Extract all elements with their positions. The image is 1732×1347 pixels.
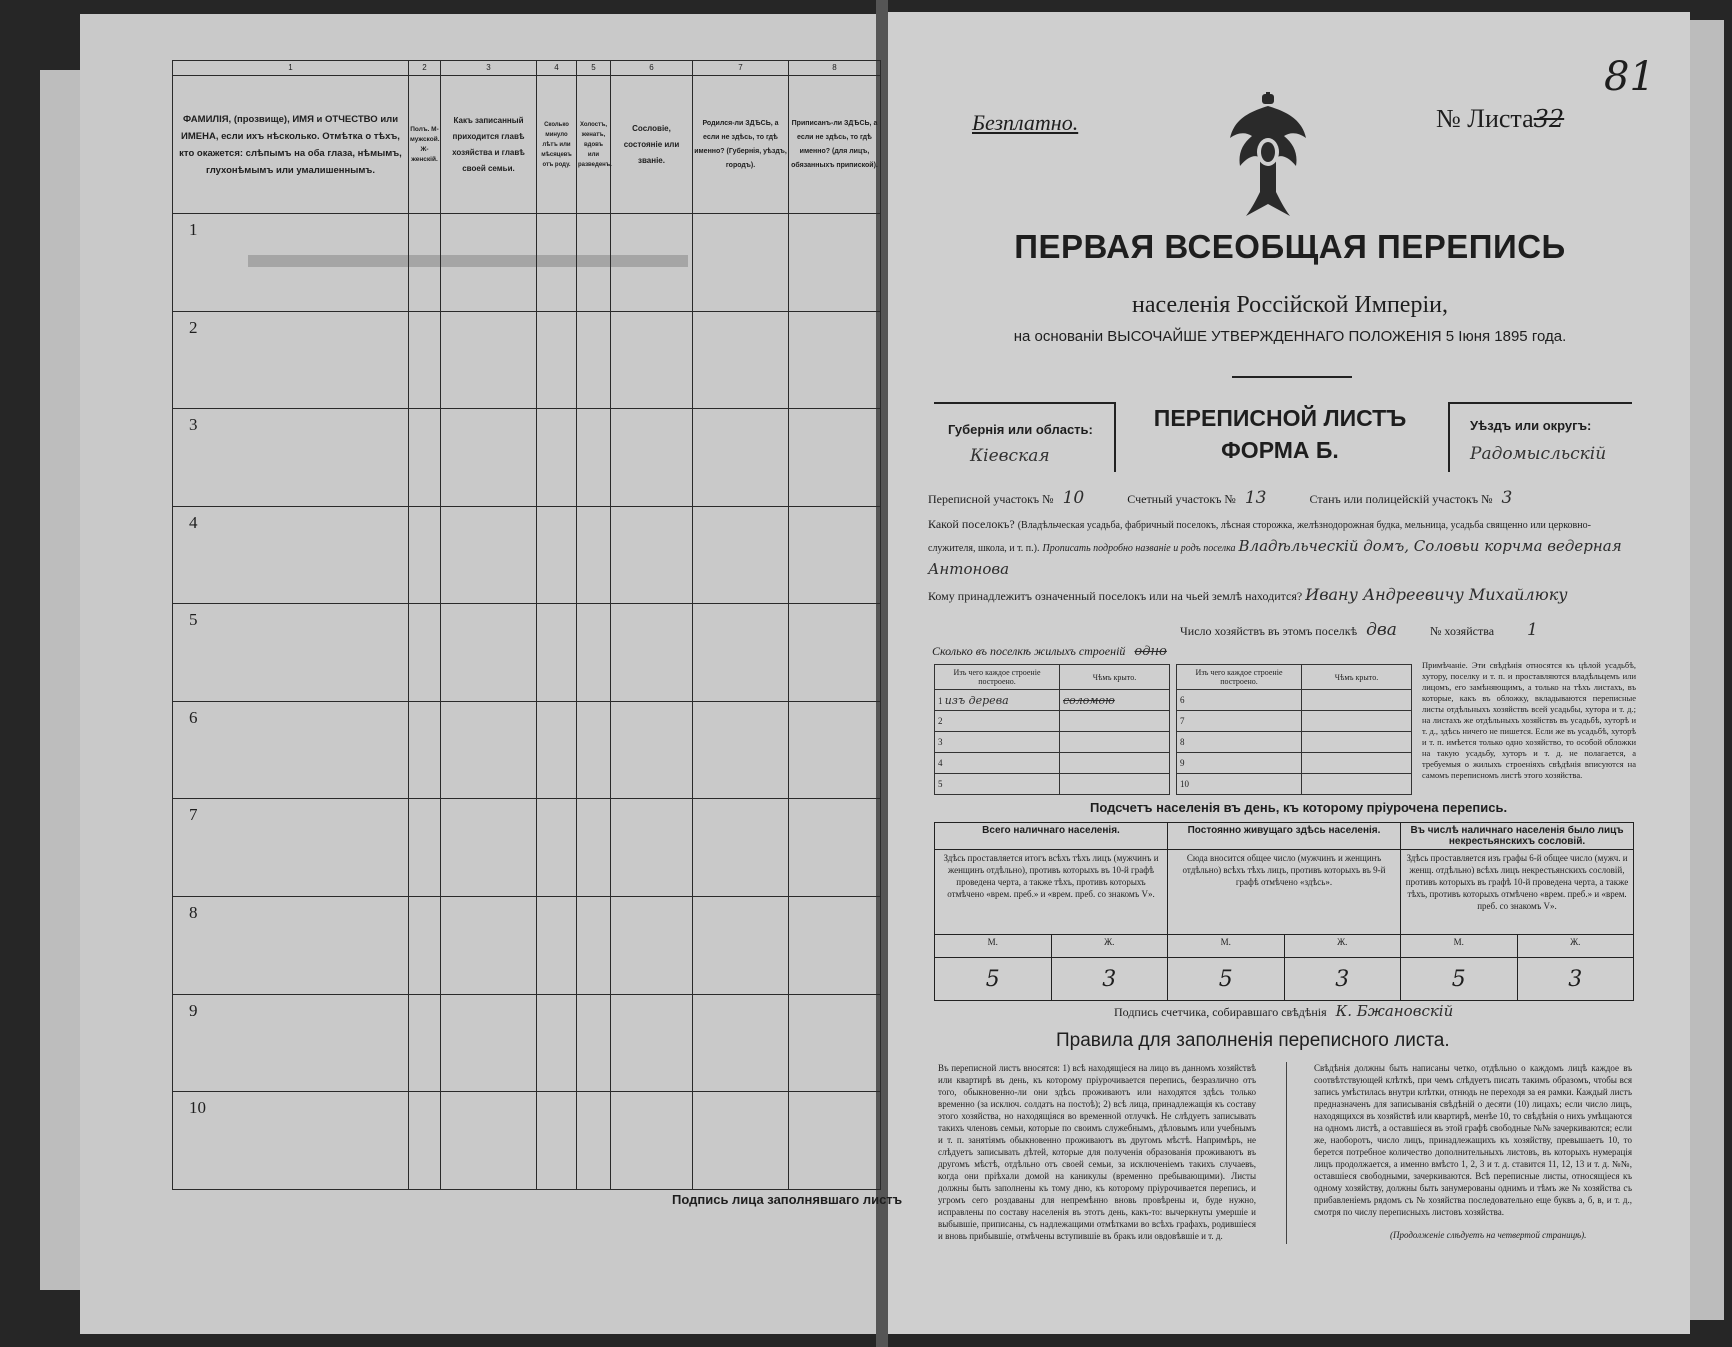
households-line — [1180, 620, 1538, 640]
male-label: М. — [935, 935, 1052, 958]
header-estate: Сословіе, состояніе или званіе. — [611, 76, 693, 214]
female-label: Ж. — [1284, 935, 1401, 958]
counting-district-value: 13 — [1244, 488, 1267, 508]
counter-signature-label: Подпись счетчика, собиравшаго свѣдѣнія — [1114, 1005, 1327, 1019]
gubernia-label: Губернія или область: — [948, 422, 1093, 437]
column-number: 2 — [409, 61, 441, 76]
row-number: 7 — [173, 799, 409, 897]
header-relation: Какъ записанный приходится главѣ хозяйства и главѣ своей семьи. — [441, 76, 537, 214]
settlement-value: Владѣльческій домъ, Соловьи корчма ведерная Антонова — [928, 537, 1622, 578]
settlement-label: Какой поселокъ? — [928, 517, 1015, 531]
buildings-value: одно — [1134, 644, 1167, 659]
counting-district-label: Счетный участокъ № — [1127, 492, 1236, 506]
building-material-value: изъ дерева — [944, 693, 1009, 707]
count-value: 5 — [1168, 958, 1285, 1001]
population-count-title: Подсчетъ населенія въ день, къ которому пріурочена перепись. — [1090, 800, 1508, 815]
count-header-permanent: Постоянно живущаго здѣсь населенія. — [1168, 823, 1401, 850]
gubernia-box — [934, 402, 1116, 472]
table-row — [173, 897, 881, 995]
rules-text-left: Въ переписной листъ вносятся: 1) всѣ находящіеся на лицо въ данномъ хозяйствѣ или квартирѣ въ день, къ которому пріурочивается перепись, безразлично отъ того, обыкновенно-ли они здѣсь проживаютъ или находятся здѣсь только временно (за исключ. солдатъ на постоѣ); 2) всѣ лица, принадлежащія къ составу этого хозяйства, но находящіяся во временной отлучкѣ. Не слѣдуетъ записывать такихъ членовъ семьи, которые по своимъ служебнымъ, дѣловымъ или учебнымъ и т. п. занятіямъ обыкновенно проживаютъ въ другомъ мѣстѣ. Напримѣръ, не слѣдуетъ записывать дѣтей, которые для полученія образованія проживаютъ въ другомъ мѣстѣ, отдѣльно отъ своей семьи, за исключеніемъ такихъ случаевъ, когда они пріѣхали домой на каникулы (временно пребывающими). Листы должны быть заполнены къ тому дню, къ которому пріурочивается перепись, и угромъ сего роздаваны для непремѣнно вновь провѣрены и, буде нужно, исправлены по составу населенія въ этотъ день, какъ-то: вычеркнуты умершіе и выбывшіе, приписаны, съ надлежащими отмѣтками во всѣхъ графахъ, родившіеся и вновь прибывшіе, отмѣчены вступившіе въ бракъ или овдовѣвшіе и т. д. — [938, 1063, 1256, 1241]
household-no-value: 1 — [1527, 620, 1538, 640]
table-row — [173, 1092, 881, 1190]
count-value: 5 — [1401, 958, 1518, 1001]
uezd-box — [1448, 402, 1632, 472]
settlement-block — [928, 514, 1634, 580]
column-number: 4 — [537, 61, 577, 76]
column-number: 6 — [611, 61, 693, 76]
census-district-label: Переписной участокъ № — [928, 492, 1054, 506]
row-number: 5 — [173, 604, 409, 702]
signature-label: Подпись лица заполнявшаго листъ — [672, 1192, 903, 1207]
count-value: 3 — [1051, 958, 1168, 1001]
stan-value: 3 — [1501, 488, 1513, 508]
buildings-table-left — [934, 664, 1170, 795]
row-number: 10 — [173, 1092, 409, 1190]
document-subtitle: населенія Россійской Имперіи, — [1132, 292, 1448, 318]
building-row: 6 — [1177, 690, 1302, 711]
building-row: 4 — [935, 753, 1060, 774]
header-age: Сколько минуло лѣтъ или мѣсяцевъ отъ роду. — [537, 76, 577, 214]
header-registration: Приписанъ-ли ЗДѢСЬ, а если не здѣсь, то гдѣ именно? (для лицъ, обязанныхъ припиской). — [789, 76, 881, 214]
settlement-instruction: Прописать подробно названіе и родъ поселка — [1042, 543, 1236, 554]
households-value: два — [1366, 620, 1397, 640]
building-row: 8 — [1177, 732, 1302, 753]
census-district-value: 10 — [1062, 488, 1085, 508]
table-row — [173, 994, 881, 1092]
buildings-note: Примѣчаніе. Эти свѣдѣнія относятся къ цѣлой усадьбѣ, хутору, поселку и т. п. и проставляются владѣльцемъ или лицомъ, его замѣняющимъ, а только на тѣхъ листахъ, въ которые, какъ въ обложку, вкладываются переписные листы отдѣльныхъ хозяйствъ всей усадьбы, хутора и т. д.; на листахъ же отдѣльныхъ хозяйствъ въ усадьбѣ, хуторѣ и т. д., здѣсь ничего не пишется. Если же въ усадьбѣ, хуторѣ и т. п. имѣется только одно хозяйство, то особой обложки на такую усадьбу, хуторъ и т. д. не полагается, а требуемыя о жилыхъ строеніяхъ свѣдѣнія вписуются на самомъ переписномъ листѣ этого хозяйства. — [1422, 660, 1636, 780]
buildings-table-right — [1176, 664, 1412, 795]
owner-label: Кому принадлежитъ означенный поселокъ или на чьей землѣ находится? — [928, 589, 1303, 603]
column-number: 8 — [789, 61, 881, 76]
sheet-number — [1436, 104, 1564, 134]
row-number: 9 — [173, 994, 409, 1092]
count-desc-non-peasant: Здѣсь проставляется изъ графы 6-й общее число (мужч. и женщ. отдѣльно) всѣхъ лицъ некрестьянскихъ сословій, противъ которыхъ въ графѣ 10-й проведена черта, а также тѣхъ, противъ которыхъ отмѣчено «врем. преб.» и «врем. преб. со знакомъ V». — [1401, 850, 1634, 935]
header-name: ФАМИЛІЯ, (прозвище), ИМЯ и ОТЧЕСТВО или ИМЕНА, если ихъ нѣсколько. Отмѣтка о тѣхъ, кто окажется: слѣпымъ на оба глаза, нѣмымъ, глухонѣмымъ или умалишеннымъ. — [173, 76, 409, 214]
row-number: 8 — [173, 897, 409, 995]
buildings-material-header: Изъ чего каждое строеніе построено. — [1177, 665, 1302, 690]
count-value: 5 — [935, 958, 1052, 1001]
population-count-table — [934, 822, 1634, 1001]
counter-signature-line — [1114, 1002, 1453, 1020]
row-number: 1 — [173, 213, 409, 311]
document-title: ПЕРВАЯ ВСЕОБЩАЯ ПЕРЕПИСЬ — [1014, 228, 1566, 265]
building-row-number: 1 — [938, 695, 943, 706]
count-value: 3 — [1284, 958, 1401, 1001]
male-label: М. — [1168, 935, 1285, 958]
column-number: 5 — [577, 61, 611, 76]
building-row: 9 — [1177, 753, 1302, 774]
table-row — [173, 701, 881, 799]
table-row — [173, 506, 881, 604]
census-table — [172, 60, 881, 1190]
table-row — [173, 799, 881, 897]
buildings-material-header: Изъ чего каждое строеніе построено. — [935, 665, 1060, 690]
row-number: 4 — [173, 506, 409, 604]
counter-signature-value: К. Бжановскій — [1335, 1002, 1454, 1020]
rules-divider — [1286, 1062, 1287, 1244]
row-number: 3 — [173, 409, 409, 507]
female-label: Ж. — [1051, 935, 1168, 958]
building-row: 3 — [935, 732, 1060, 753]
column-number: 7 — [693, 61, 789, 76]
show-through-text: ▬▬▬▬▬▬▬▬▬▬▬ — [248, 232, 688, 276]
document-basis: на основаніи ВЫСОЧАЙШЕ УТВЕРЖДЕННАГО ПОЛОЖЕНІЯ 5 Іюня 1895 года. — [1013, 328, 1567, 345]
header-birthplace: Родился-ли ЗДѢСЬ, а если не здѣсь, то гдѣ именно? (Губернія, уѣздъ, городъ). — [693, 76, 789, 214]
row-number: 2 — [173, 311, 409, 409]
right-page-edge — [1688, 20, 1724, 1320]
column-number: 1 — [173, 61, 409, 76]
building-row — [935, 690, 1060, 711]
table-row — [173, 604, 881, 702]
count-desc-permanent: Сюда вносится общее число (мужчинъ и женщинъ отдѣльно) всѣхъ тѣхъ лицъ, противъ которыхъ въ 9-й графѣ отмѣчено «здѣсь». — [1168, 850, 1401, 935]
stan-label: Станъ или полицейскій участокъ № — [1309, 492, 1493, 506]
table-row — [173, 311, 881, 409]
buildings-roof-header: Чѣмъ крыто. — [1302, 665, 1412, 690]
sheet-number-value: 32 — [1533, 105, 1565, 133]
gubernia-value: Кіевская — [970, 446, 1050, 466]
count-value: 3 — [1517, 958, 1634, 1001]
settlement-hint: (Владѣльческая усадьба, фабричный поселокъ, лѣсная сторожка, желѣзнодорожная будка, мельница, усадьба священно или церковно-служителя, школа, и т. п.). — [928, 520, 1591, 554]
owner-value: Ивану Андреевичу Михайлюку — [1305, 585, 1568, 604]
building-roof-value: соломою — [1063, 693, 1115, 707]
male-label: М. — [1401, 935, 1518, 958]
form-title — [1120, 402, 1440, 466]
table-row — [173, 213, 881, 311]
form-title-line2: ФОРМА Б. — [1221, 437, 1339, 463]
row-number: 6 — [173, 701, 409, 799]
free-label: Безплатно. — [972, 110, 1079, 135]
sheet-number-label: № Листа — [1436, 104, 1534, 133]
building-row: 10 — [1177, 774, 1302, 795]
column-number-row — [173, 61, 881, 76]
district-line — [928, 488, 1512, 508]
count-desc-total: Здѣсь проставляется итогъ всѣхъ тѣхъ лицъ (мужчинъ и женщинъ отдѣльно), противъ которыхъ въ 10-й графѣ проведена черта, а также тѣхъ, противъ которыхъ отмѣчено «врем. преб.» и «врем. преб. со знакомъ V». — [935, 850, 1168, 935]
archive-page-number: 81 — [1604, 54, 1655, 100]
buildings-label: Сколько въ поселкѣ жилыхъ строеній — [932, 644, 1126, 658]
rules-title: Правила для заполненія переписного листа. — [1056, 1030, 1450, 1051]
continuation-note: (Продолженіе слѣдуетъ на четвертой страницѣ). — [1390, 1230, 1587, 1240]
count-header-total: Всего наличнаго населенія. — [935, 823, 1168, 850]
divider — [1232, 376, 1352, 378]
header-sex: Полъ. М-мужской. Ж-женскій. — [409, 76, 441, 214]
building-row: 5 — [935, 774, 1060, 795]
header-marital: Холостъ, женатъ, вдовъ или разведенъ. — [577, 76, 611, 214]
buildings-line — [932, 644, 1167, 659]
owner-block — [928, 584, 1634, 607]
household-no-label: № хозяйства — [1429, 624, 1495, 638]
form-title-line1: ПЕРЕПИСНОЙ ЛИСТЪ — [1153, 405, 1407, 431]
building-row: 2 — [935, 711, 1060, 732]
count-header-non-peasant: Въ числѣ наличнаго населенія было лицъ некрестьянскихъ сословій. — [1401, 823, 1634, 850]
buildings-roof-header: Чѣмъ крыто. — [1060, 665, 1170, 690]
imperial-eagle-emblem — [1228, 92, 1308, 222]
households-label: Число хозяйствъ въ этомъ поселкѣ — [1180, 624, 1358, 638]
column-number: 3 — [441, 61, 537, 76]
table-row — [173, 409, 881, 507]
uezd-label: Уѣздъ или округъ: — [1470, 418, 1592, 433]
female-label: Ж. — [1517, 935, 1634, 958]
header-row — [173, 76, 881, 214]
rules-text-right: Свѣдѣнія должны быть написаны четко, отдѣльно о каждомъ лицѣ каждое въ соотвѣтствующей клѣткѣ, при чемъ слѣдуетъ писать такимъ образомъ, чтобы вся запись умѣстилась внутри клѣтки, отнюдь не переходя за ея рамки. Каждый листъ предназначенъ для записыванія свѣдѣній о десяти (10) лицахъ; если число лицъ, находящихся въ хозяйствѣ или квартирѣ, менѣе 10, то свѣдѣнія о нихъ умѣщаются на одномъ листѣ, а оставшіеся въ этой графѣ свободные №№ зачеркиваются; если же, наоборотъ, число лицъ, принадлежащихъ къ хозяйству, превышаетъ 10, то берется потребное количество дополнительныхъ листовъ, въ которыхъ нумерація лицъ продолжается, а именно вмѣсто 1, 2, 3 и т. д. ставится 11, 12, 13 и т. д. №№, оставшіеся свободными, зачеркиваются. Всѣ переписные листы, относящіеся къ одному хозяйству, должны быть занумерованы однимъ и тѣмъ же № хозяйства съ прибавленіемъ рядомъ съ № хозяйства последовательно еще буквъ а, б, в, и т. д., смотря по числу переписныхъ листовъ хозяйства. — [1314, 1063, 1632, 1217]
uezd-value: Радомысльскій — [1470, 444, 1607, 464]
building-row: 7 — [1177, 711, 1302, 732]
